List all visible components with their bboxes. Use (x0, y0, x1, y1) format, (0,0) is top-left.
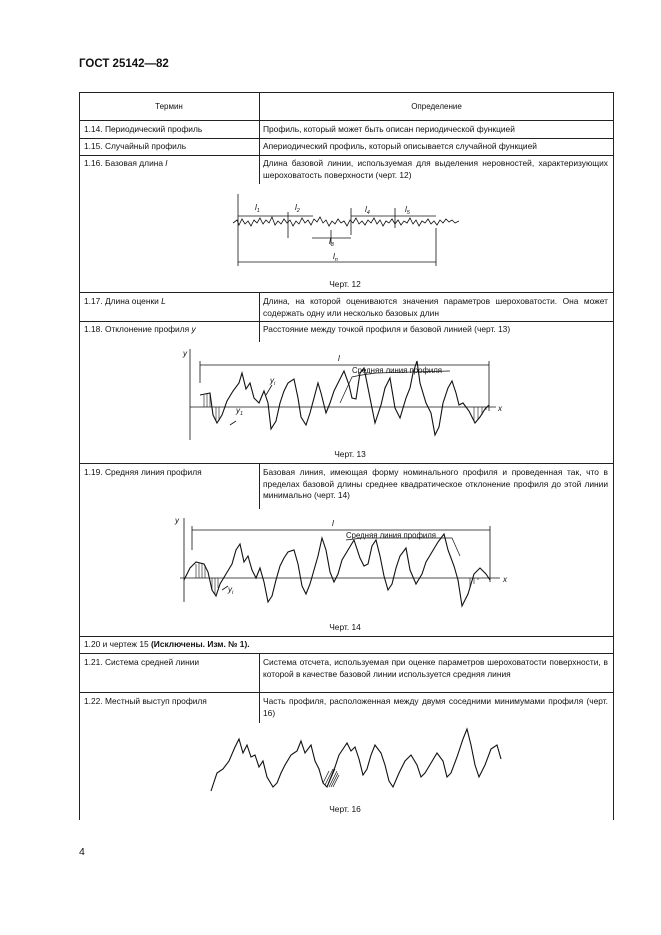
row-divider (79, 636, 613, 637)
column-divider (259, 292, 260, 342)
label-ln: $l_n$ (333, 252, 338, 263)
term-1-19: 1.19. Средняя линия профиля (84, 467, 202, 477)
row-divider (79, 653, 613, 654)
caption-figure-13: Черт. 13 (334, 449, 366, 459)
table-right-border (613, 92, 614, 820)
label-l2: $l_2$ (295, 203, 300, 214)
definition-1-19: Базовая линия, имеющая форму номинального профиля и проведенная так, что в пределах базовой длины среднее квадратическое отклонение профиля до этой линии минимально (черт. 14) (263, 467, 608, 500)
hatched-local-peak (323, 769, 339, 787)
column-header-term: Термин (155, 102, 183, 111)
definition-1-14: Профиль, который может быть описан периодической функцией (263, 124, 515, 134)
term-1-16: 1.16. Базовая длина l (84, 158, 168, 168)
y-axis-label: y (183, 349, 187, 358)
x-axis-label: x (503, 575, 507, 584)
row-divider (79, 155, 613, 156)
definition-1-16: Длина базовой линии, используемая для выделения неровностей, характеризующих шероховатость поверхности (черт. 12) (263, 158, 608, 180)
base-length-label: l (338, 354, 340, 363)
definition-1-22: Часть профиля, расположенная между двумя соседними минимумами профиля (черт. 16) (263, 696, 608, 718)
figure-14-diagram (170, 510, 510, 615)
profile-curve (184, 534, 490, 606)
definition-1-21: Система отсчета, используемая при оценке параметров шероховатости поверхности, в которой в качестве базовой линии используется средняя линия (263, 657, 608, 679)
profile-curve (211, 729, 501, 791)
caption-figure-16: Черт. 16 (329, 804, 361, 814)
caption-figure-14: Черт. 14 (329, 622, 361, 632)
column-divider (259, 653, 260, 723)
table-top-border (79, 92, 613, 93)
table-left-border (79, 92, 80, 820)
row-divider (79, 463, 613, 464)
column-divider (259, 463, 260, 509)
definition-1-18: Расстояние между точкой профиля и базовой линией (черт. 13) (263, 324, 511, 334)
label-l4: $l_4$ (365, 205, 370, 216)
term-1-17: 1.17. Длина оценки L (84, 296, 166, 306)
term-1-15: 1.15. Случайный профиль (84, 141, 187, 151)
row-divider (79, 321, 613, 322)
document-title: ГОСТ 25142—82 (79, 58, 169, 70)
profile-curve (200, 361, 489, 435)
term-1-14: 1.14. Периодический профиль (84, 124, 203, 134)
base-length-label: l (332, 519, 334, 528)
figure-13-diagram (180, 343, 510, 446)
figure-12-diagram (225, 190, 470, 270)
mean-line-label: Средняя линия профиля (352, 366, 442, 375)
y1-label: $y_1$ (236, 406, 244, 417)
page-number: 4 (79, 846, 85, 858)
term-1-18: 1.18. Отклонение профиля y (84, 324, 196, 334)
row-divider (79, 292, 613, 293)
column-header-definition: Определение (411, 102, 462, 111)
term-1-22: 1.22. Местный выступ профиля (84, 696, 207, 706)
table-header-border (79, 120, 613, 121)
label-l1: $l_1$ (255, 203, 260, 214)
definition-1-15: Апериодический профиль, который описывается случайной функцией (263, 141, 537, 151)
label-l3-lower: $l_3$ (329, 237, 334, 248)
y-axis-label: y (175, 516, 179, 525)
yi-label: $y_i$ (228, 585, 234, 596)
term-1-21: 1.21. Система средней линии (84, 657, 200, 667)
row-divider (79, 692, 613, 693)
rough-profile-line (233, 217, 459, 226)
figure-16-diagram (205, 725, 505, 797)
row-divider (79, 138, 613, 139)
caption-figure-12: Черт. 12 (329, 279, 361, 289)
x-axis-label: x (498, 404, 502, 413)
mean-line-label: Средняя линия профиля (346, 531, 436, 540)
item-1-20: 1.20 и чертеж 15 (Исключены. Изм. № 1). (84, 639, 250, 649)
definition-1-17: Длина, на которой оцениваются значения параметров шероховатости. Она может содержать одну или несколько базовых длин (263, 296, 608, 318)
label-l5: $l_5$ (405, 205, 410, 216)
yi-label: $y_i$ (270, 376, 276, 387)
